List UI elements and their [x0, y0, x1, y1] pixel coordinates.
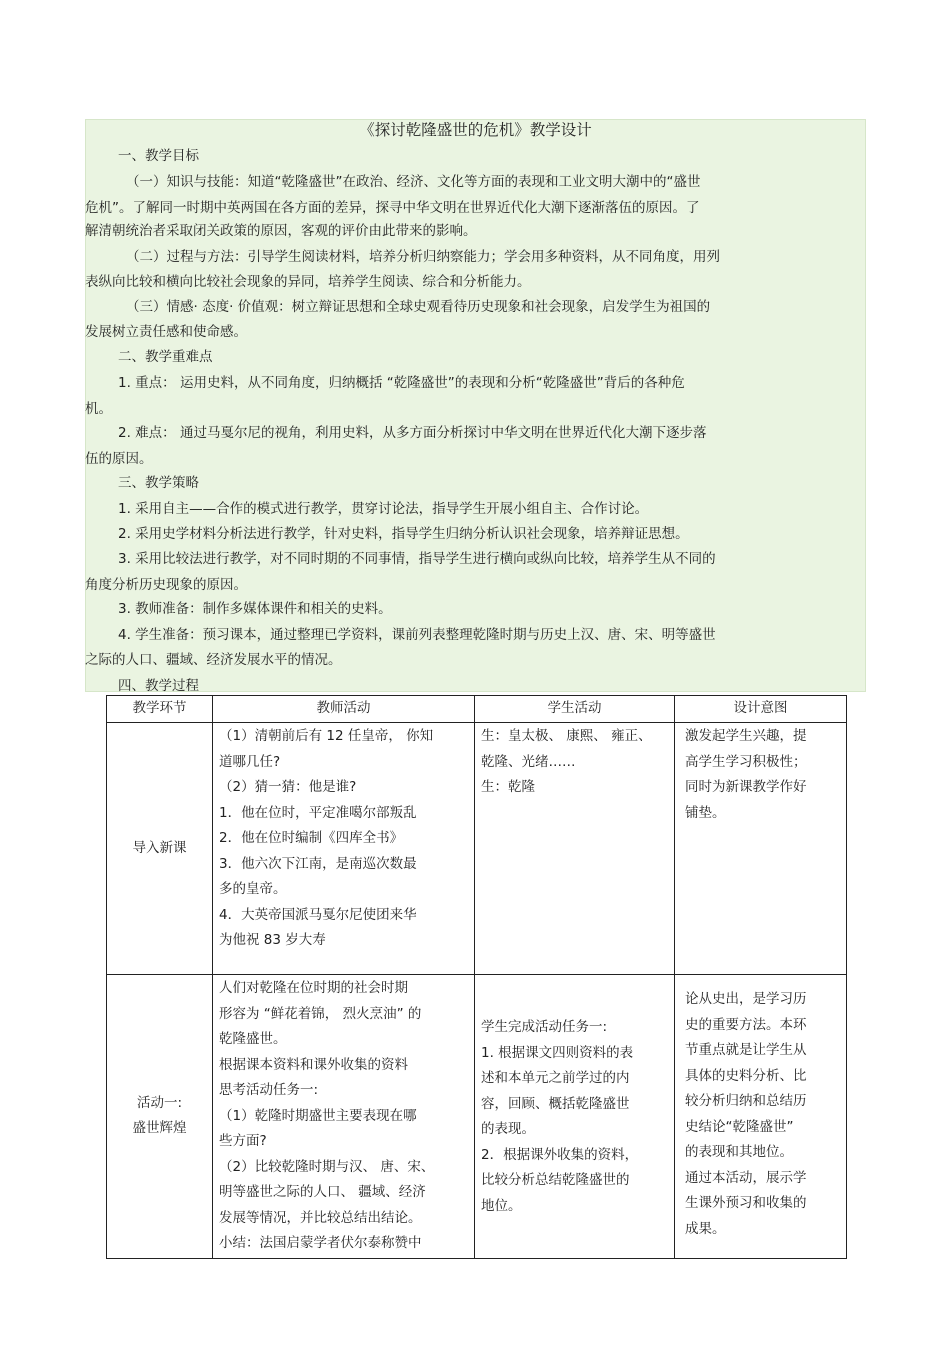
text-line: 一、教学目标 — [118, 148, 199, 164]
cell-line: 同时为新课教学作好 — [685, 779, 807, 795]
text-line: （一）知识与技能：知道“乾隆盛世”在政治、经济、文化等方面的表现和工业文明大潮中的“盛世 — [126, 174, 701, 190]
cell-line: 通过本活动，展示学 — [685, 1169, 807, 1186]
text-line: 危机”。了解同一时期中英两国在各方面的差异，探寻中华文明在世界近代化大潮下逐渐落伍的原因。了 — [85, 200, 700, 216]
table-row — [107, 975, 847, 1259]
cell-line: 生：乾隆 — [481, 779, 535, 795]
cell-line: 节重点就是让学生从 — [685, 1042, 807, 1058]
text-line: 机。 — [85, 401, 112, 417]
cell-line: 述和本单元之前学过的内 — [481, 1070, 630, 1086]
header-stage: 教学环节 — [107, 696, 213, 723]
intent-cell — [675, 723, 847, 975]
table-row — [107, 723, 847, 975]
text-line: 三、教学策略 — [118, 475, 199, 491]
cell-line: 3．他六次下江南，是南巡次数最 — [219, 855, 417, 872]
table-header-row — [107, 696, 847, 723]
text-line: 3. 教师准备：制作多媒体课件和相关的史料。 — [118, 601, 392, 617]
cell-line: 地位。 — [481, 1197, 522, 1214]
cell-line: 乾隆盛世。 — [219, 1031, 287, 1047]
cell-line: 铺垫。 — [685, 804, 726, 821]
cell-line: 容，回顾、概括乾隆盛世 — [481, 1095, 630, 1112]
cell-line: 人们对乾隆在位时期的社会时期 — [219, 980, 408, 996]
cell-line: 生：皇太极、 康熙、 雍正、 — [481, 728, 652, 744]
text-line: 角度分析历史现象的原因。 — [85, 577, 247, 593]
stage-cell: 导入新课 — [107, 723, 213, 975]
cell-line: 为他祝 83 岁大寿 — [219, 932, 326, 948]
cell-line: 较分析归纳和总结历 — [685, 1093, 807, 1109]
text-line: 四、教学过程 — [118, 678, 199, 694]
cell-line: （2）比较乾隆时期与汉、 唐、宋、 — [219, 1158, 435, 1175]
cell-line: 成果。 — [685, 1220, 726, 1237]
process-table — [106, 695, 847, 1259]
text-line: 1. 采用自主——合作的模式进行教学，贯穿讨论法，指导学生开展小组自主、合作讨论。 — [118, 501, 649, 517]
header-teacher: 教师活动 — [213, 696, 475, 723]
cell-line: 1．他在位时，平定准噶尔部叛乱 — [219, 804, 417, 821]
student-cell — [475, 723, 675, 975]
student-cell — [475, 975, 675, 1259]
text-line: 解清朝统治者采取闭关政策的原因，客观的评价由此带来的影响。 — [85, 223, 477, 239]
cell-line: 盛世辉煌 — [132, 1120, 187, 1137]
cell-line: 生课外预习和收集的 — [685, 1195, 807, 1211]
cell-line: 小结：法国启蒙学者伏尔泰称赞中 — [219, 1235, 422, 1251]
stage-cell — [107, 975, 213, 1259]
text-line: 发展树立责任感和使命感。 — [85, 324, 247, 340]
header-intent: 设计意图 — [675, 696, 847, 723]
header-student: 学生活动 — [475, 696, 675, 723]
cell-line: 多的皇帝。 — [219, 881, 287, 897]
cell-line: 论从史出，是学习历 — [685, 991, 807, 1007]
text-line: 表纵向比较和横向比较社会现象的异同，培养学生阅读、综合和分析能力。 — [85, 274, 531, 290]
text-line: 4. 学生准备：预习课本，通过整理已学资料，课前列表整理乾隆时期与历史上汉、唐、宋、明等盛世 — [118, 627, 716, 643]
document-title: 《探讨乾隆盛世的危机》教学设计 — [359, 121, 592, 139]
cell-line: 发展等情况，并比较总结出结论。 — [219, 1209, 422, 1226]
cell-line: （1）清朝前后有 12 任皇帝， 你知 — [219, 728, 434, 744]
teacher-cell — [213, 723, 475, 975]
cell-line: 史结论“乾隆盛世” — [685, 1118, 794, 1135]
cell-line: 形容为 “鲜花着锦， 烈火烹油” 的 — [219, 1005, 422, 1022]
cell-line: 学生完成活动任务一: — [481, 1019, 608, 1035]
cell-line: 根据课本资料和课外收集的资料 — [219, 1056, 408, 1073]
cell-line: 的表现和其地位。 — [685, 1144, 793, 1160]
text-line: （三）情感· 态度· 价值观：树立辩证思想和全球史观看待历史现象和社会现象，启发学生为祖国的 — [126, 299, 711, 315]
cell-line: 高学生学习积极性； — [685, 753, 807, 770]
text-line: 3. 采用比较法进行教学，对不同时期的不同事情，指导学生进行横向或纵向比较，培养学生从不同的 — [118, 551, 716, 567]
cell-line: 史的重要方法。本环 — [685, 1016, 807, 1033]
text-line: 2. 难点： 通过马戛尔尼的视角，利用史料，从多方面分析探讨中华文明在世界近代化大潮下逐步落 — [118, 425, 707, 441]
text-line: 二、教学重难点 — [118, 349, 213, 365]
text-line: 1. 重点： 运用史料，从不同角度，归纳概括 “乾隆盛世”的表现和分析“乾隆盛世”背后的各种危 — [118, 375, 685, 391]
text-line: 伍的原因。 — [85, 451, 153, 467]
cell-line: 的表现。 — [481, 1121, 535, 1137]
cell-line: 些方面? — [219, 1133, 267, 1149]
cell-line: 比较分析总结乾隆盛世的 — [481, 1172, 630, 1188]
text-line: （二）过程与方法：引导学生阅读材料，培养分析归纳察能力；学会用多种资料，从不同角度，用列 — [126, 249, 720, 265]
cell-line: 激发起学生兴趣，提 — [685, 728, 807, 744]
text-line: 之际的人口、疆域、经济发展水平的情况。 — [85, 652, 342, 668]
cell-line: 思考活动任务一: — [219, 1082, 319, 1098]
cell-line: （1）乾隆时期盛世主要表现在哪 — [219, 1107, 417, 1124]
cell-line: 活动一: — [136, 1094, 183, 1111]
cell-line: 2．根据课外收集的资料， — [481, 1146, 639, 1163]
cell-line: 1. 根据课文四则资料的表 — [481, 1044, 634, 1061]
cell-line: 乾隆、光绪…… — [481, 753, 576, 770]
intent-cell — [675, 975, 847, 1259]
cell-line: 明等盛世之际的人口、 疆域、经济 — [219, 1184, 426, 1200]
cell-line: 具体的史料分析、比 — [685, 1067, 807, 1084]
cell-line: （2）猜一猜：他是谁? — [219, 779, 357, 795]
cell-line: 2．他在位时编制《四库全书》 — [219, 830, 404, 846]
teacher-cell — [213, 975, 475, 1259]
cell-line: 道哪几任? — [219, 753, 281, 770]
text-line: 2. 采用史学材料分析法进行教学，针对史料，指导学生归纳分析认识社会现象，培养辩证思想。 — [118, 526, 689, 542]
cell-line: 4．大英帝国派马戛尔尼使团来华 — [219, 906, 417, 923]
